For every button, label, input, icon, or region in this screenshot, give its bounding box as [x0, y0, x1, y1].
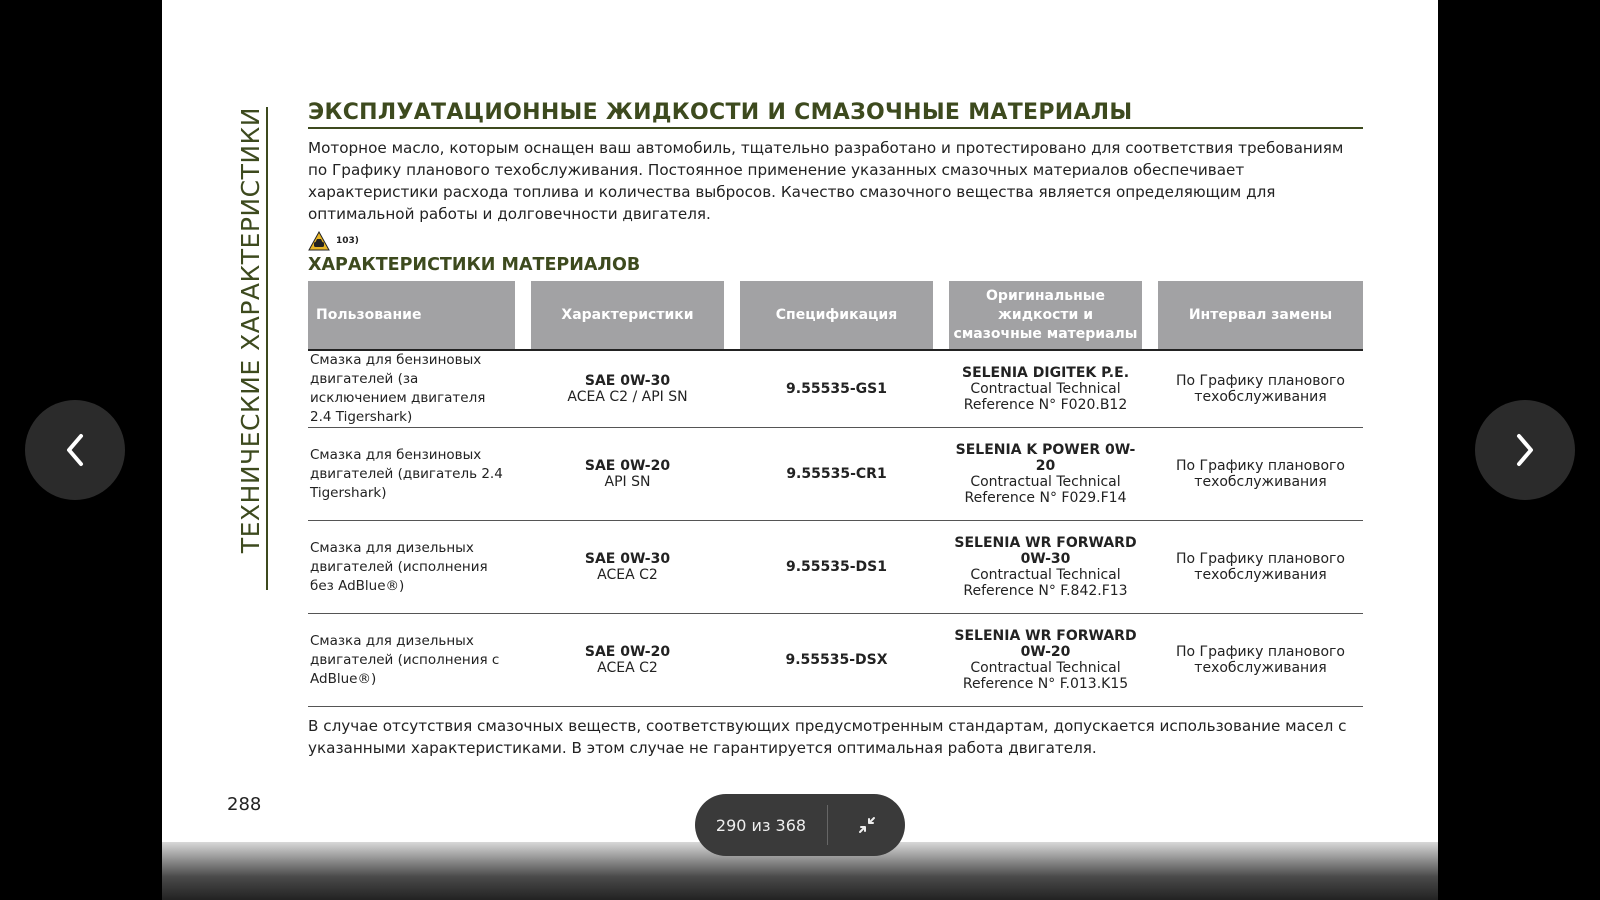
fluid-name: SELENIA WR FORWARD 0W-20 — [954, 628, 1137, 660]
header-usage: Пользование — [308, 281, 515, 351]
page-content — [308, 100, 1363, 759]
cell-gap — [515, 521, 531, 614]
cell-gap — [515, 428, 531, 521]
car-warning-icon — [308, 231, 330, 251]
cell-gap — [724, 521, 740, 614]
char-standard: API SN — [604, 474, 651, 490]
chevron-left-icon — [61, 430, 89, 470]
cell-gap — [933, 521, 949, 614]
cell-specification: 9.55535-DS1 — [740, 521, 933, 614]
fluid-name: SELENIA WR FORWARD 0W-30 — [954, 535, 1137, 567]
cell-gap — [1142, 521, 1158, 614]
section-subtitle: ХАРАКТЕРИСТИКИ МАТЕРИАЛОВ — [308, 255, 641, 275]
cell-usage: Смазка для бензиновых двигателей (двигатель 2.4 Tigershark) — [308, 428, 515, 521]
char-standard: ACEA C2 / API SN — [567, 389, 688, 405]
cell-gap — [724, 614, 740, 707]
fluid-reference: Contractual Technical Reference N° F.013.K15 — [962, 660, 1129, 692]
char-grade: SAE 0W-30 — [584, 373, 671, 389]
cell-original-fluid — [949, 351, 1142, 428]
table-header-row — [308, 281, 1363, 351]
char-grade: SAE 0W-20 — [584, 458, 671, 474]
collapse-icon — [857, 815, 877, 835]
cell-characteristics — [531, 351, 724, 428]
fluid-reference: Contractual Technical Reference N° F020.B12 — [963, 381, 1128, 413]
outro-paragraph: В случае отсутствия смазочных веществ, соответствующих предусмотренным стандартам, допускается использование масел с указанными характеристиками. В этом случае не гарантируется оптимальная работа двигателя. — [308, 717, 1347, 757]
char-standard: ACEA C2 — [597, 567, 658, 583]
char-standard: ACEA C2 — [597, 660, 658, 676]
header-gap — [933, 281, 949, 351]
cell-usage: Смазка для дизельных двигателей (исполнения без AdBlue®) — [308, 521, 515, 614]
page-title: ЭКСПЛУАТАЦИОННЫЕ ЖИДКОСТИ И СМАЗОЧНЫЕ МАТЕРИАЛЫ — [308, 100, 1363, 129]
cell-characteristics — [531, 428, 724, 521]
cell-interval: По Графику планового техобслуживания — [1158, 428, 1363, 521]
next-page-button[interactable] — [1475, 400, 1575, 500]
exit-fullscreen-button[interactable] — [828, 794, 905, 856]
page-indicator-bar — [695, 794, 905, 856]
chevron-right-icon — [1511, 430, 1539, 470]
header-gap — [1142, 281, 1158, 351]
cell-gap — [1142, 614, 1158, 707]
cell-gap — [515, 614, 531, 707]
cell-interval: По Графику планового техобслуживания — [1158, 521, 1363, 614]
cell-gap — [515, 351, 531, 428]
cell-original-fluid — [949, 428, 1142, 521]
table-row — [308, 521, 1363, 614]
cell-characteristics — [531, 521, 724, 614]
cell-interval: По Графику планового техобслуживания — [1158, 614, 1363, 707]
cell-original-fluid — [949, 614, 1142, 707]
cell-usage: Смазка для дизельных двигателей (исполнения с AdBlue®) — [308, 614, 515, 707]
header-gap — [724, 281, 740, 351]
cell-gap — [933, 351, 949, 428]
table-row — [308, 614, 1363, 707]
cell-usage: Смазка для бензиновых двигателей (за исключением двигателя 2.4 Tigershark) — [308, 351, 515, 428]
cell-original-fluid — [949, 521, 1142, 614]
header-interval: Интервал замены — [1158, 281, 1363, 351]
fluid-name: SELENIA K POWER 0W-20 — [955, 442, 1136, 474]
table-row — [308, 428, 1363, 521]
cell-interval: По Графику планового техобслуживания — [1158, 351, 1363, 428]
warning-ref-number: 103) — [336, 236, 359, 246]
fluid-name: SELENIA DIGITEK P.E. — [961, 365, 1130, 381]
char-grade: SAE 0W-20 — [584, 644, 671, 660]
table-row — [308, 351, 1363, 428]
char-grade: SAE 0W-30 — [584, 551, 671, 567]
header-specification: Спецификация — [740, 281, 933, 351]
fluid-reference: Contractual Technical Reference N° F029.F14 — [964, 474, 1127, 506]
previous-page-button[interactable] — [25, 400, 125, 500]
warning-reference — [308, 229, 1363, 253]
cell-specification: 9.55535-GS1 — [740, 351, 933, 428]
cell-specification: 9.55535-DSX — [740, 614, 933, 707]
side-rule — [266, 107, 268, 590]
cell-gap — [724, 428, 740, 521]
page-counter: 290 из 368 — [715, 815, 807, 835]
cell-gap — [1142, 351, 1158, 428]
side-title-text: ТЕХНИЧЕСКИЕ ХАРАКТЕРИСТИКИ — [236, 107, 265, 554]
cell-gap — [933, 428, 949, 521]
header-characteristics: Характеристики — [531, 281, 724, 351]
cell-gap — [1142, 428, 1158, 521]
cell-gap — [933, 614, 949, 707]
cell-characteristics — [531, 614, 724, 707]
header-original-fluids: Оригинальные жидкости и смазочные материалы — [949, 281, 1142, 351]
page-number: 288 — [227, 794, 262, 815]
cell-specification: 9.55535-CR1 — [740, 428, 933, 521]
header-gap — [515, 281, 531, 351]
cell-gap — [724, 351, 740, 428]
materials-table — [308, 281, 1363, 707]
fluid-reference: Contractual Technical Reference N° F.842.F13 — [963, 567, 1128, 599]
intro-paragraph: Моторное масло, которым оснащен ваш автомобиль, тщательно разработано и протестировано для соответствия требованиям по Графику планового техобслуживания. Постоянное применение указанных смазочных материалов обеспечивает характеристики расхода топлива и количества выбросов. Качество смазочного вещества является определяющим для оптимальной работы и долговечности двигателя. — [308, 139, 1344, 223]
